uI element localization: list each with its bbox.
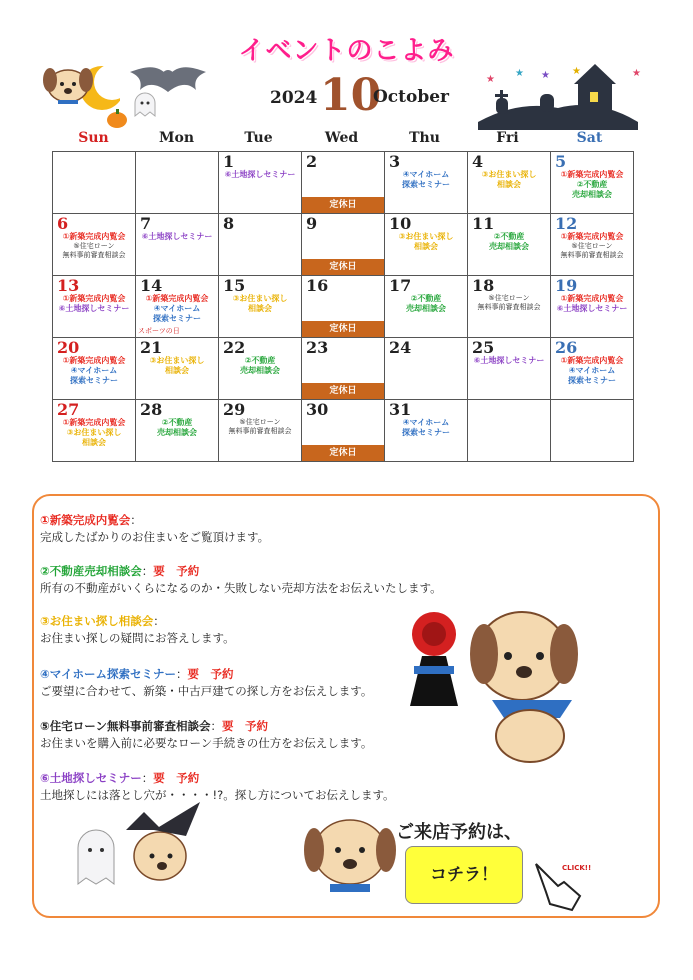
event-label: ④マイホーム: [568, 366, 616, 375]
event-label: ③お住まい探し: [66, 428, 122, 437]
event-label: 無料事前審査相談会: [560, 251, 624, 259]
event-label: ②不動産: [410, 294, 442, 303]
day-number: 5: [555, 152, 567, 171]
calendar-day: [551, 276, 634, 338]
event-label: ⑥土地探しセミナー: [58, 304, 130, 313]
day-events: [219, 356, 301, 376]
event-name-separator: ：: [130, 513, 142, 527]
event-label: ④マイホーム: [70, 366, 118, 375]
calendar-day: [468, 214, 551, 276]
day-number: 6: [57, 214, 69, 233]
day-events: [136, 232, 218, 242]
event-name-separator: ：: [141, 564, 154, 578]
event-label: 探索セミナー: [70, 376, 118, 385]
event-label: ⑥土地探しセミナー: [224, 170, 296, 179]
calendar-day: [302, 400, 385, 462]
event-label: ⑥土地探しセミナー: [556, 304, 628, 313]
event-label: ⑤住宅ローン: [488, 294, 530, 302]
event-label: 無料事前審査相談会: [477, 303, 541, 311]
calendar-day: [302, 214, 385, 276]
event-label: 探索セミナー: [402, 428, 450, 437]
event-label: ⑥土地探しセミナー: [141, 232, 213, 241]
calendar-grid: [52, 151, 634, 462]
day-events: [136, 418, 218, 438]
event-name-separator: ：: [153, 614, 165, 628]
calendar-day: [53, 338, 136, 400]
calendar-day: [468, 152, 551, 214]
event-description: [40, 718, 372, 752]
day-number: 8: [223, 214, 235, 233]
calendar-day: [551, 214, 634, 276]
calendar-day: [136, 338, 219, 400]
calendar-day: [219, 276, 302, 338]
day-number: 7: [140, 214, 152, 233]
day-number: 23: [306, 338, 329, 357]
day-events: [385, 232, 467, 252]
event-label: ②不動産: [493, 232, 525, 241]
calendar-day: [219, 214, 302, 276]
day-number: 18: [472, 276, 495, 295]
reservation-required: 要 予約: [187, 667, 234, 681]
event-label: ①新築完成内覧会: [560, 294, 624, 303]
day-events: [385, 170, 467, 190]
witch-dog-icon: [70, 800, 210, 890]
calendar-day: [302, 152, 385, 214]
day-events: [53, 418, 135, 448]
calendar-day: [219, 338, 302, 400]
event-name: ④マイホーム探索セミナー: [40, 667, 177, 681]
dog-mascot-icon: [300, 814, 400, 900]
calendar-day: [385, 152, 468, 214]
day-number: 12: [555, 214, 578, 233]
calendar-day: [468, 276, 551, 338]
calendar-day: [551, 338, 634, 400]
day-events: [53, 294, 135, 314]
day-events: [136, 294, 218, 324]
event-label: 無料事前審査相談会: [62, 251, 126, 259]
event-name: ⑤住宅ローン無料事前審査相談会: [40, 719, 211, 733]
day-events: [219, 170, 301, 180]
event-detail: 所有の不動産がいくらになるのか・失敗しない売却方法をお伝えいたします。: [40, 581, 442, 595]
calendar-day: [53, 400, 136, 462]
day-events: [219, 294, 301, 314]
event-name: ③お住まい探し相談会: [40, 614, 154, 628]
event-label: ③お住まい探し: [232, 294, 288, 303]
event-label: ①新築完成内覧会: [62, 232, 126, 241]
event-label: ①新築完成内覧会: [62, 418, 126, 427]
event-label: ①新築完成内覧会: [560, 170, 624, 179]
event-detail: お住まい探しの疑問にお答えします。: [40, 631, 235, 645]
day-number: 16: [306, 276, 329, 295]
day-events: [219, 418, 301, 436]
day-number: 21: [140, 338, 163, 357]
event-name: ①新築完成内覧会: [40, 513, 131, 527]
day-number: 17: [389, 276, 412, 295]
event-description: [40, 666, 372, 700]
star-icon: ★: [541, 70, 550, 81]
day-number: 29: [223, 400, 246, 419]
event-label: ③お住まい探し: [149, 356, 205, 365]
event-label: 無料事前審査相談会: [228, 427, 292, 435]
event-label: ②不動産: [244, 356, 276, 365]
calendar-day: [136, 400, 219, 462]
day-number: 11: [472, 214, 495, 233]
event-label: ④マイホーム: [402, 418, 450, 427]
calendar-day: [385, 400, 468, 462]
closed-day-badge: 定休日: [302, 445, 384, 461]
event-description: [40, 512, 269, 546]
day-number: 13: [57, 276, 80, 295]
event-label: ①新築完成内覧会: [560, 356, 624, 365]
event-label: ⑤住宅ローン: [73, 242, 115, 250]
event-description: [40, 563, 442, 597]
day-events: [385, 294, 467, 314]
event-label: 相談会: [82, 438, 106, 447]
day-number: 1: [223, 152, 235, 171]
day-number: 31: [389, 400, 412, 419]
calendar-empty-cell: [136, 152, 219, 214]
calendar-day: [302, 338, 385, 400]
weekday-header: Thu: [409, 130, 440, 146]
closed-day-badge: 定休日: [302, 259, 384, 275]
event-label: 相談会: [248, 304, 272, 313]
day-events: [136, 356, 218, 376]
reservation-required: 要 予約: [153, 564, 200, 578]
day-number: 27: [57, 400, 80, 419]
click-label: CLICK!!: [562, 864, 592, 872]
event-label: ⑤住宅ローン: [239, 418, 281, 426]
event-label: 探索セミナー: [402, 180, 450, 189]
event-label: ⑤住宅ローン: [571, 242, 613, 250]
calendar-day: [385, 214, 468, 276]
calendar-empty-cell: [53, 152, 136, 214]
day-events: [551, 170, 633, 200]
event-label: 売却相談会: [572, 190, 612, 199]
event-label: ①新築完成内覧会: [62, 294, 126, 303]
calendar-day: [302, 276, 385, 338]
dog-mascot-icon: [392, 596, 582, 766]
reservation-heading: ご来店予約は、: [396, 822, 522, 843]
day-number: 19: [555, 276, 578, 295]
weekday-header: Sun: [78, 130, 109, 146]
day-events: [468, 170, 550, 190]
pumpkin-icon: [105, 106, 129, 130]
reservation-button[interactable]: コチラ！: [405, 846, 523, 904]
star-icon: ★: [515, 68, 524, 79]
calendar-day: [385, 338, 468, 400]
event-label: 売却相談会: [240, 366, 280, 375]
event-label: 探索セミナー: [568, 376, 616, 385]
weekday-header: Fri: [496, 130, 519, 146]
event-label: ②不動産: [161, 418, 193, 427]
event-label: ③お住まい探し: [398, 232, 454, 241]
calendar-day: [551, 152, 634, 214]
day-events: [468, 356, 550, 366]
day-number: 28: [140, 400, 163, 419]
calendar-day: [53, 276, 136, 338]
event-label: ①新築完成内覧会: [62, 356, 126, 365]
event-label: 売却相談会: [157, 428, 197, 437]
day-number: 24: [389, 338, 412, 357]
event-label: 売却相談会: [489, 242, 529, 251]
day-number: 3: [389, 152, 401, 171]
event-label: ①新築完成内覧会: [145, 294, 209, 303]
event-name-separator: ：: [141, 771, 154, 785]
day-events: [385, 418, 467, 438]
day-number: 26: [555, 338, 578, 357]
day-number: 25: [472, 338, 495, 357]
day-number: 20: [57, 338, 80, 357]
holiday-label: スポーツの日: [138, 327, 180, 335]
day-events: [468, 232, 550, 252]
event-name-separator: ：: [176, 667, 188, 681]
day-number: 30: [306, 400, 329, 419]
day-events: [551, 356, 633, 386]
event-label: ④マイホーム: [402, 170, 450, 179]
day-number: 15: [223, 276, 246, 295]
event-label: ②不動産: [576, 180, 608, 189]
event-label: 探索セミナー: [153, 314, 201, 323]
calendar-day: [385, 276, 468, 338]
reservation-required: 要 予約: [222, 719, 269, 733]
weekday-header: Tue: [244, 130, 273, 146]
day-number: 2: [306, 152, 318, 171]
star-icon: ★: [572, 66, 581, 77]
day-number: 10: [389, 214, 412, 233]
calendar-day: [219, 400, 302, 462]
day-number: 22: [223, 338, 246, 357]
calendar-day: [53, 214, 136, 276]
calendar-month-name: October: [373, 87, 450, 107]
calendar-day: [136, 214, 219, 276]
event-description: [40, 770, 395, 804]
day-events: [53, 356, 135, 386]
calendar-month: 10: [320, 70, 382, 121]
day-number: 9: [306, 214, 318, 233]
event-label: ③お住まい探し: [481, 170, 537, 179]
day-number: 4: [472, 152, 484, 171]
event-label: ①新築完成内覧会: [560, 232, 624, 241]
event-name: ②不動産売却相談会: [40, 564, 142, 578]
day-number: 14: [140, 276, 163, 295]
day-events: [551, 294, 633, 314]
event-label: ④マイホーム: [153, 304, 201, 313]
weekday-header: Mon: [158, 130, 194, 146]
closed-day-badge: 定休日: [302, 383, 384, 399]
event-label: 相談会: [165, 366, 189, 375]
event-label: 売却相談会: [406, 304, 446, 313]
star-icon: ★: [632, 68, 641, 79]
weekday-header: Sat: [576, 130, 603, 146]
calendar-year: 2024: [270, 88, 318, 108]
closed-day-badge: 定休日: [302, 321, 384, 337]
weekday-header: Wed: [324, 130, 359, 146]
calendar-day: [136, 276, 219, 338]
closed-day-badge: 定休日: [302, 197, 384, 213]
event-label: 相談会: [497, 180, 521, 189]
calendar-day: [219, 152, 302, 214]
ghost-icon: [133, 92, 157, 118]
event-label: 相談会: [414, 242, 438, 251]
event-description: [40, 613, 235, 647]
calendar-empty-cell: [468, 400, 551, 462]
day-events: [468, 294, 550, 312]
event-name: ⑥土地探しセミナー: [40, 771, 142, 785]
page-title: イベントのこよみ: [238, 36, 455, 66]
day-events: [551, 232, 633, 260]
event-label: ⑥土地探しセミナー: [473, 356, 545, 365]
star-icon: ★: [486, 74, 495, 85]
event-detail: 完成したばかりのお住まいをご覧頂けます。: [40, 530, 270, 544]
event-detail: ご要望に合わせて、新築・中古戸建ての探し方をお伝えします。: [40, 684, 373, 698]
calendar-empty-cell: [551, 400, 634, 462]
day-events: [53, 232, 135, 260]
event-detail: お住まいを購入前に必要なローン手続きの仕方をお伝えします。: [40, 736, 373, 750]
haunted-house-icon: [478, 62, 638, 130]
event-name-separator: ：: [210, 719, 223, 733]
event-detail: 土地探しには落とし穴が・・・・!?。探し方についてお伝えします。: [40, 788, 395, 802]
reservation-required: 要 予約: [153, 771, 200, 785]
calendar-day: [468, 338, 551, 400]
